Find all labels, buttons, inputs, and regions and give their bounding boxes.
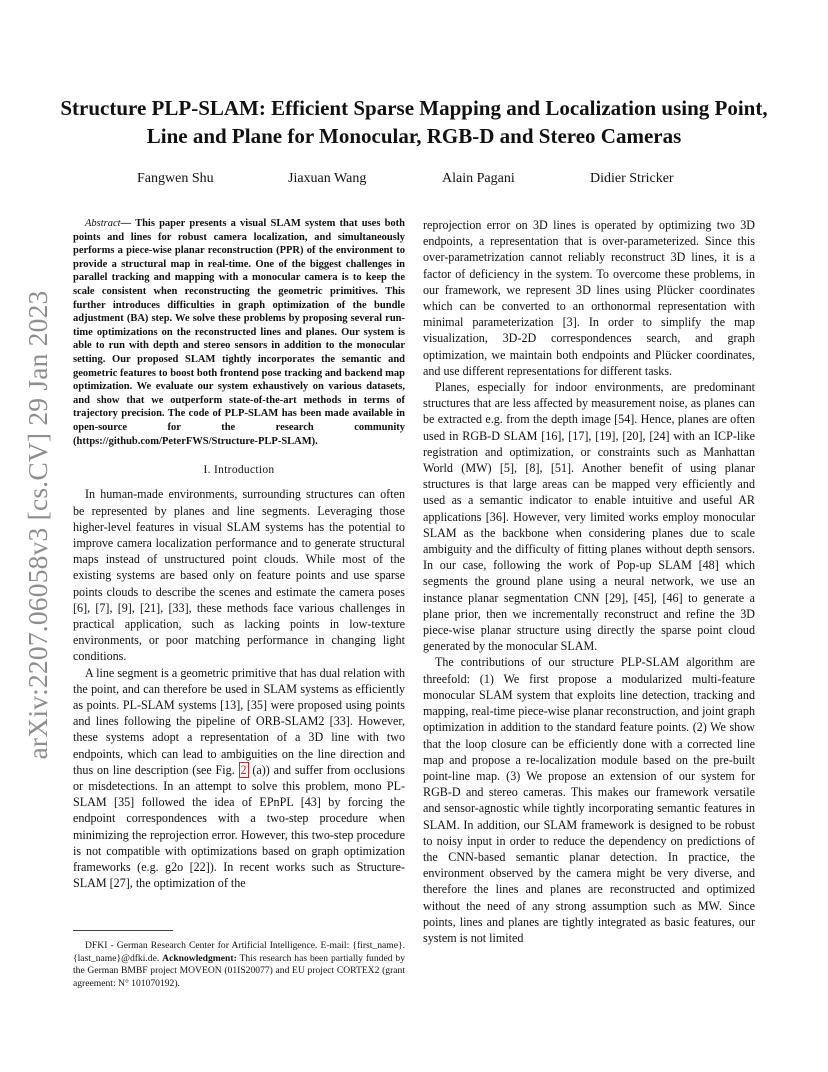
footnote-divider <box>73 930 173 931</box>
abstract-label: Abstract <box>85 218 121 229</box>
arxiv-id: arXiv:2207.06058v3 [cs.CV] 29 Jan 2023 <box>22 290 53 760</box>
intro-paragraph-2-text-cont: (a)) and suffer from occlusions or misdetections. In an attempt to solve this problem, mono PL-SLAM [35] followed the idea of EPnPL [43] by forcing the endpoint correspondences with a two-step procedure when minimizing the reprojection error. However, this two-step procedure is not compatible with optimizations based on graph optimization frameworks (e.g. g2o [22]). In recent works such as Structure-SLAM [27], the optimization of the <box>73 762 405 891</box>
intro-paragraph-3: Planes, especially for indoor environments, are predominant structures that are less affected by measurement noise, as planes can be extracted e.g. from the depth image [54]. Hence, planes are often used in RGB-D SLAM [16], [17], [19], [20], [24] with an ICP-like registration and optimization, or constraints such as Manhattan World (MW) [5], [8], [51]. Another benefit of using planar structures is that large areas can be mapped very efficiently and used as a semantic indicator to enable intuitive and useful AR applications [36]. However, very limited works employ monocular SLAM as the backbone when considering planes due to scale ambiguity and the difficulty of fitting planes without depth sensors. In our case, following the work of Pop-up SLAM [48] which segments the ground plane using a neural network, we use an instance planar segmentation CNN [29], [45], [46] to generate a plane prior, then we incrementally reconstruct and refine the 3D piece-wise planar structure using directly the sparse point cloud generated by the monocular SLAM. <box>423 380 755 654</box>
footnote-affiliation: DFKI - German Research Center for Artificial Intelligence. E-mail: {first_name}.{last_name}@dfki.de. <box>73 940 405 964</box>
author-list <box>0 171 828 191</box>
right-column <box>423 217 755 946</box>
intro-paragraph-2 <box>73 665 405 892</box>
footnote-ack-label: Acknowledgment: <box>162 952 237 964</box>
abstract-text: This paper presents a visual SLAM system that uses both points and lines for robust camera localization, and simultaneously performs a piece-wise planar reconstruction (PPR) of the environment to provide a structural map in real-time. One of the biggest challenges in parallel tracking and mapping with a monocular camera is to keep the scale consistent when reconstructing the geometric primitives. This further introduces difficulties in graph optimization of the bundle adjustment (BA) step. We solve these problems by proposing several run-time optimizations on the reconstructed lines and planes. Our system is able to run with depth and stereo sensors in addition to the monocular setting. Our proposed SLAM tightly incorporates the semantic and geometric features to boost both frontend pose tracking and backend map optimization. We evaluate our system exhaustively on various datasets, and show that we outperform state-of-the-art methods in terms of trajectory precision. The code of PLP-SLAM has been made available in open-source for the research community (https://github.com/PeterFWS/Structure-PLP-SLAM). <box>73 218 405 447</box>
author-name: Alain Pagani <box>442 171 515 186</box>
arxiv-stamp <box>18 290 58 760</box>
author-name: Fangwen Shu <box>137 171 214 186</box>
left-column <box>73 217 405 891</box>
figure-reference-link[interactable]: 2 <box>240 762 247 777</box>
footnote <box>73 940 405 990</box>
intro-paragraph-2-text: A line segment is a geometric primitive that has dual relation with the point, and can therefore be used in SLAM systems as efficiently as points. PL-SLAM systems [13], [35] were proposed using points and lines following the pipeline of ORB-SLAM2 [33]. However, these systems adopt a representation of a 3D line with two endpoints, which can lead to ambiguities on the line direction and thus on line description (see Fig. <box>73 665 405 777</box>
intro-paragraph-1: In human-made environments, surrounding structures can often be represented by planes and line segments. Leveraging those higher-level features in visual SLAM systems has the potential to improve camera localization performance and to generate structural maps instead of unstructured point clouds. While most of the existing systems are based only on feature points and use sparse points clouds to describe the scenes and estimate the camera poses [6], [7], [9], [21], [33], these methods face various challenges in practical application, such as lacking points in low-texture environments, or poor matching performance in changing light conditions. <box>73 487 405 664</box>
author-name: Didier Stricker <box>590 171 674 186</box>
author-name: Jiaxuan Wang <box>288 171 367 186</box>
intro-paragraph-4: The contributions of our structure PLP-SLAM algorithm are threefold: (1) We first propose a modularized multi-feature monocular SLAM system that exploits line detection, tracking and mapping, real-time piece-wise planar reconstruction, and joint graph optimization in addition to the standard feature points. (2) We show that the loop closure can be efficiently done with a corrected line map and propose a re-localization module based on the pre-built point-line map. (3) We propose an extension of our system for RGB-D and stereo cameras. This makes our framework versatile and sensor-agnostic while tightly incorporating semantic features in SLAM. In addition, our SLAM framework is designed to be robust to noisy input in order to reduce the dependency on predictions of the CNN-based semantic planar detection. In practice, the environment observed by the camera might be very diverse, and therefore the lines and planes are reconstructed and optimized without the need of any strong assumption such as MW. Since points, lines and planes are tightly integrated as basic features, our system is not limited <box>423 655 755 945</box>
intro-paragraph-2-continued: reprojection error on 3D lines is operated by optimizing two 3D endpoints, a representation that is over-parameterized. Since this over-parametrization cannot reliably reconstruct 3D lines, it is a factor of deficiency in the system. To overcome these problems, in our framework, we represent 3D lines using Plücker coordinates which can be converted to an orthonormal representation with minimal parameterization [3]. In order to simplify the map visualization, 3D-2D correspondences search, and graph optimization, we maintain both endpoints and Plücker coordinates, and use different representations for different tasks. <box>423 218 755 378</box>
footnote-ack-text: This research has been partially funded by the German BMBF project MOVEON (01IS20077) and EU project CORTEX2 (grant agreement: N° 101070192). <box>73 952 405 989</box>
paper-title: Structure PLP-SLAM: Efficient Sparse Mapping and Localization using Point, Line and Plane for Monocular, RGB-D and Stereo Cameras <box>60 96 768 148</box>
abstract-dash: — <box>120 218 136 229</box>
abstract <box>73 217 405 448</box>
section-heading-introduction: I. Introduction <box>203 464 275 477</box>
